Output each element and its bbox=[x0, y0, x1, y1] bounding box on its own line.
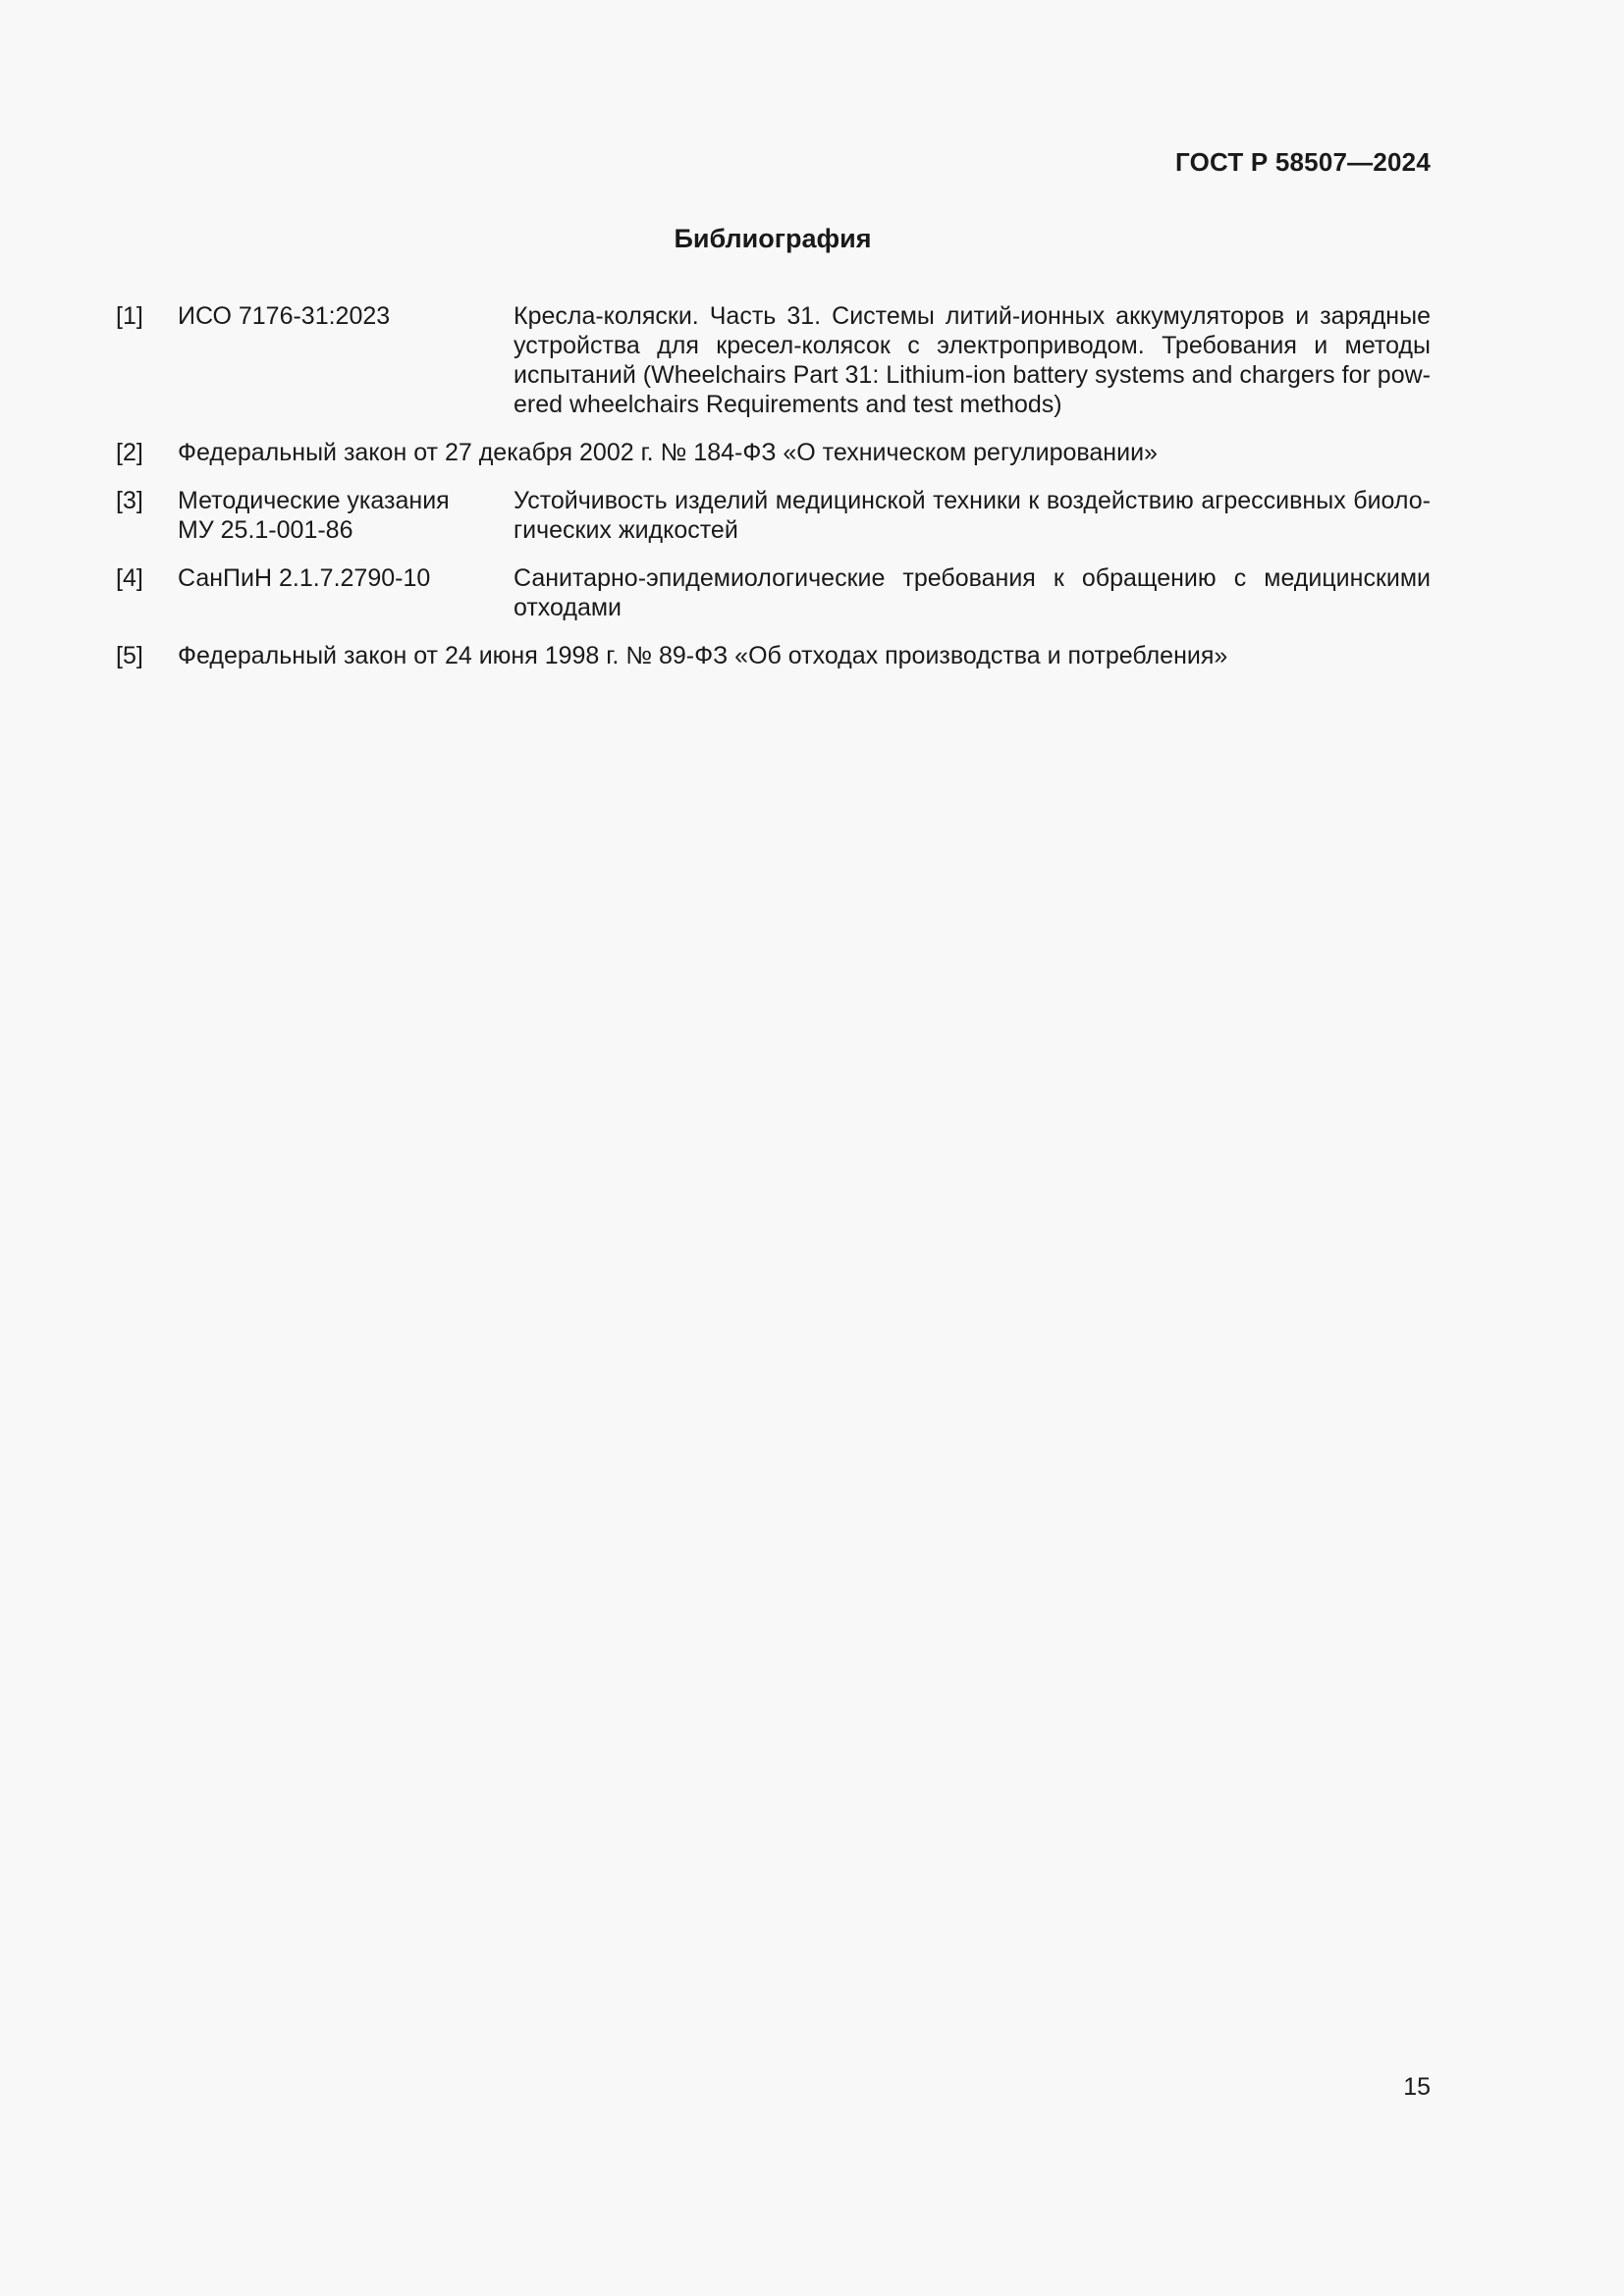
entry-number: [2] bbox=[116, 439, 143, 466]
page-number: 15 bbox=[1403, 2073, 1431, 2101]
entry-description: Кресла-коляски. Часть 31. Системы литий-ионных аккумуляторов и зарядные устройства для кресел-колясок с электроприводом. Требования и методы испытаний (Wheelchairs Part 31: Lithium-ion battery systems and chargers for pow-​ered wheelchairs Requirements and test methods) bbox=[514, 302, 1431, 418]
entry-source: ИСО 7176-31:2023 bbox=[178, 302, 391, 330]
entry-text: Федеральный закон от 27 декабря 2002 г. № 184-ФЗ «О техническом регулировании» bbox=[178, 439, 1158, 466]
entry-source bbox=[178, 486, 514, 545]
entry-source-line-1: Методические указания bbox=[178, 487, 450, 514]
bibliography-title: Библиография bbox=[674, 224, 872, 253]
entry-source: СанПиН 2.1.7.2790-10 bbox=[178, 564, 431, 592]
entry-number: [5] bbox=[116, 642, 143, 669]
entry-number: [3] bbox=[116, 487, 143, 514]
entry-source-line-2: МУ 25.1-001-86 bbox=[178, 516, 353, 544]
bibliography-entry-2 bbox=[116, 438, 1431, 467]
bibliography-entry-5 bbox=[116, 641, 1431, 670]
entry-number: [4] bbox=[116, 564, 143, 592]
bibliography-entry-3 bbox=[116, 486, 1431, 545]
entry-description: Устойчивость изделий медицинской техники к воздействию агрессивных биоло-​гических жидкостей bbox=[514, 487, 1431, 544]
bibliography-entry-4 bbox=[116, 563, 1431, 622]
bibliography-list bbox=[116, 301, 1431, 689]
entry-text: Федеральный закон от 24 июня 1998 г. № 89-ФЗ «Об отходах производства и потребления» bbox=[178, 642, 1228, 669]
entry-description: Санитарно-эпидемиологические требования к обращению с медицинскими отходами bbox=[514, 564, 1431, 621]
document-code: ГОСТ Р 58507—2024 bbox=[1175, 147, 1431, 177]
entry-number: [1] bbox=[116, 302, 143, 330]
bibliography-entry-1 bbox=[116, 301, 1431, 419]
